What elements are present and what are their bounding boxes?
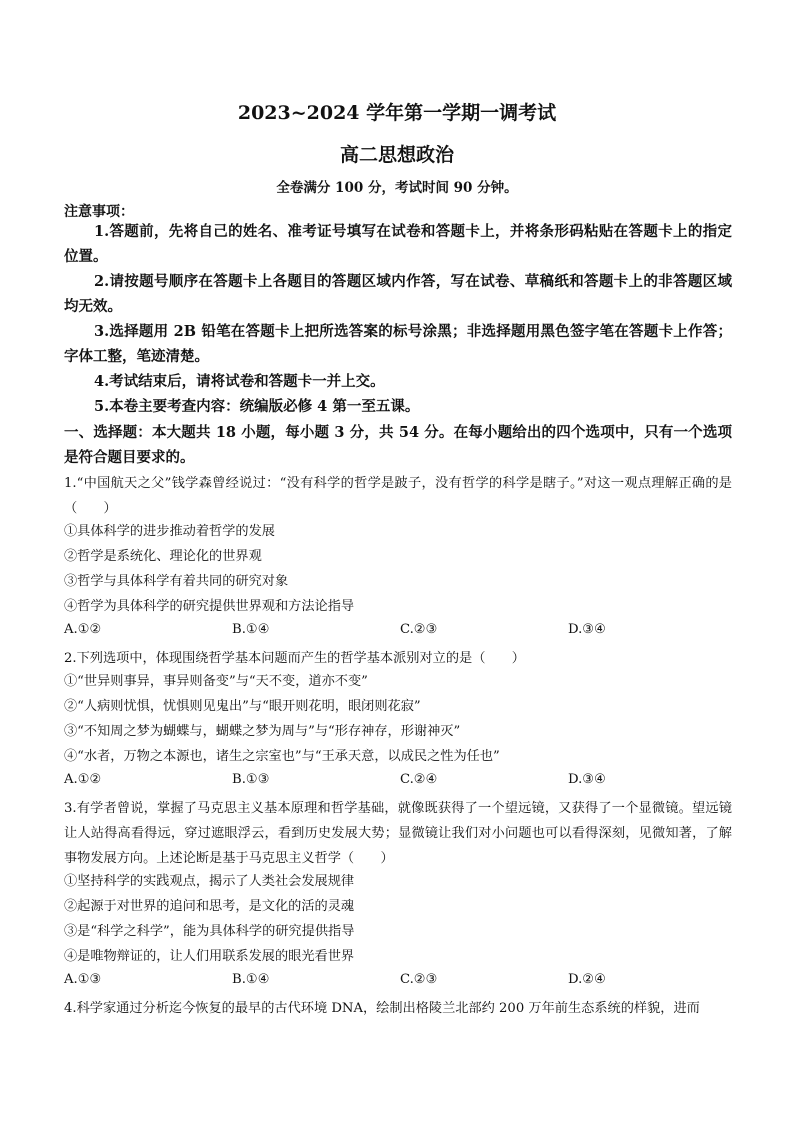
choice-b: B.①③: [232, 772, 270, 787]
choice-d: D.③④: [568, 622, 606, 637]
question-3-stem: 3.有学者曾说，掌握了马克思主义基本原理和哲学基础，就像既获得了一个望远镜，又获得了一个显微镜。望远镜让人站得高看得远，穿过遮眼浮云，看到历史发展大势；显微镜让我们对小问题也可以看得深刻，见微知著，了解事物发展方向。上述论断是基于马克思主义哲学（ ）: [64, 801, 732, 866]
choice-b: B.①④: [232, 972, 270, 987]
choice-c: C.②③: [400, 972, 438, 987]
question-2-stem: 2.下列选项中，体现围绕哲学基本问题而产生的哲学基本派别对立的是（ ）: [64, 651, 525, 666]
choice-a: A.①②: [64, 622, 102, 637]
choice-b: B.①④: [232, 622, 270, 637]
notice-heading: 注意事项：: [64, 204, 134, 220]
choice-c: C.②④: [400, 772, 438, 787]
choice-a: A.①③: [64, 972, 102, 987]
question-3-option-1: ①坚持科学的实践观点，揭示了人类社会发展规律: [64, 874, 355, 889]
question-1-option-4: ④哲学为具体科学的研究提供世界观和方法论指导: [64, 599, 355, 614]
section-heading: 一、选择题：本大题共 18 小题，每小题 3 分，共 54 分。在每小题给出的四个选项中，只有一个选项是符合题目要求的。: [64, 424, 732, 466]
question-3-option-3: ③是“科学之科学”，能为具体科学的研究提供指导: [64, 924, 355, 939]
notice-item-5: 5.本卷主要考查内容：统编版必修 4 第一至五课。: [94, 398, 420, 415]
question-3-choices: [64, 972, 732, 992]
question-1-option-1: ①具体科学的进步推动着哲学的发展: [64, 524, 275, 539]
question-2-option-4: ④“水者，万物之本源也，诸生之宗室也”与“王承天意，以成民之性为任也”: [64, 749, 500, 764]
question-2-option-3: ③“不知周之梦为蝴蝶与，蝴蝶之梦为周与”与“形存神存，形谢神灭”: [64, 724, 461, 739]
notice-item-3: 3.选择题用 2B 铅笔在答题卡上把所选答案的标号涂黑；非选择题用黑色签字笔在答题卡上作答；字体工整，笔迹清楚。: [64, 323, 732, 365]
subject-title: 高二思想政治: [339, 144, 454, 166]
choice-c: C.②③: [400, 622, 438, 637]
question-4-stem: 4.科学家通过分析迄今恢复的最早的古代环境 DNA，绘制出格陵兰北部约 200 万年前生态系统的样貌，进而: [64, 1001, 700, 1016]
question-1-option-2: ②哲学是系统化、理论化的世界观: [64, 549, 262, 564]
question-1-stem: 1.“中国航天之父”钱学森曾经说过：“没有科学的哲学是跛子，没有哲学的科学是瞎子。”对这一观点理解正确的是（ ）: [64, 476, 732, 516]
choice-d: D.②④: [568, 972, 606, 987]
exam-info: 全卷满分 100 分，考试时间 90 分钟。: [276, 180, 518, 196]
notice-item-1: 1.答题前，先将自己的姓名、准考证号填写在试卷和答题卡上，并将条形码粘贴在答题卡上的指定位置。: [64, 223, 732, 265]
question-2-option-2: ②“人病则忧惧，忧惧则见鬼出”与“眼开则花明，眼闭则花寂”: [64, 699, 421, 714]
question-3-option-2: ②起源于对世界的追问和思考，是文化的活的灵魂: [64, 899, 355, 914]
question-1-choices: [64, 622, 732, 642]
notice-item-4: 4.考试结束后，请将试卷和答题卡一并上交。: [94, 373, 385, 390]
exam-title: 2023~2024 学年第一学期一调考试: [237, 102, 557, 124]
question-2-choices: [64, 772, 732, 792]
question-2-option-1: ①“世异则事异，事异则备变”与“天不变，道亦不变”: [64, 674, 368, 689]
question-1-option-3: ③哲学与具体科学有着共同的研究对象: [64, 574, 289, 589]
question-3-option-4: ④是唯物辩证的，让人们用联系发展的眼光看世界: [64, 949, 355, 964]
notice-item-2: 2.请按题号顺序在答题卡上各题目的答题区域内作答，写在试卷、草稿纸和答题卡上的非答题区域均无效。: [64, 273, 732, 315]
choice-a: A.①②: [64, 772, 102, 787]
choice-d: D.③④: [568, 772, 606, 787]
